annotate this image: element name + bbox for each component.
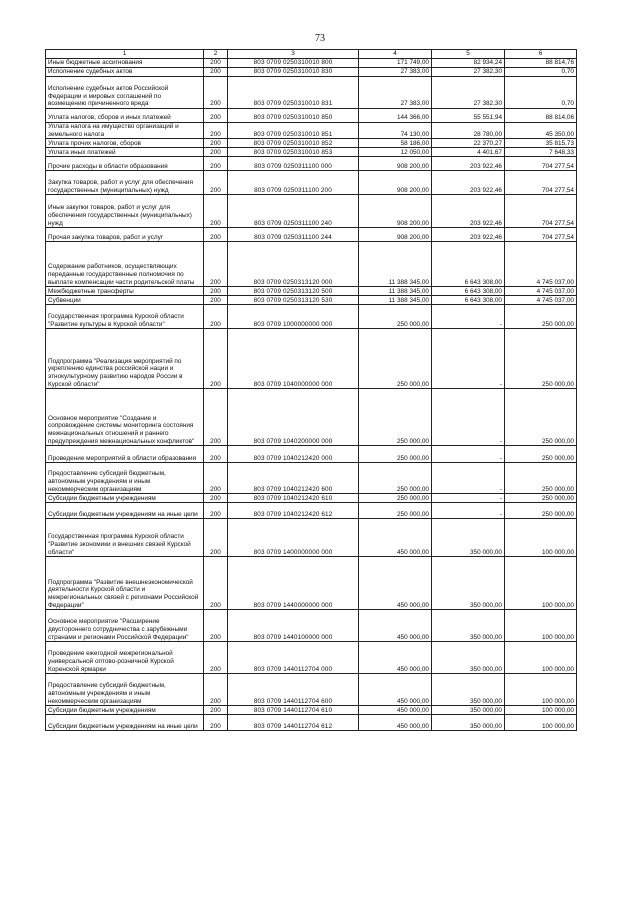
table-row xyxy=(46,148,577,157)
column-header: 4 xyxy=(359,50,432,59)
row-approved: 450 000,00 xyxy=(359,519,432,557)
row-name: Субсидии бюджетным учреждениям на иные цели xyxy=(46,503,204,519)
row-name: Государственная программа Курской области "Развитие экономики и внешних связей Курской области" xyxy=(46,519,204,557)
row-remaining: 7 648,33 xyxy=(505,148,577,157)
row-rz: 200 xyxy=(204,715,228,731)
row-name: Содержание работников, осуществляющих переданные государственные полномочия по выплате компенсации части родительской платы xyxy=(46,242,204,287)
row-remaining: 45 350,00 xyxy=(505,123,577,139)
table-row xyxy=(46,77,577,109)
row-code: 803 0709 1440112704 612 xyxy=(228,715,359,731)
row-rz: 200 xyxy=(204,77,228,109)
row-code: 803 0709 1440112704 610 xyxy=(228,706,359,715)
row-approved: 171 749,00 xyxy=(359,59,432,68)
row-executed: 350 000,00 xyxy=(432,557,505,610)
row-remaining: 100 000,00 xyxy=(505,674,577,706)
row-remaining: 704 277,54 xyxy=(505,171,577,195)
row-code: 803 0709 0250313120 530 xyxy=(228,296,359,305)
row-executed: - xyxy=(432,305,505,329)
row-rz: 200 xyxy=(204,503,228,519)
column-header: 1 xyxy=(46,50,204,59)
row-code: 803 0709 0250313120 000 xyxy=(228,242,359,287)
row-approved: 450 000,00 xyxy=(359,715,432,731)
row-executed: 6 643 308,00 xyxy=(432,287,505,296)
row-remaining: 4 745 037,00 xyxy=(505,287,577,296)
row-rz: 200 xyxy=(204,157,228,171)
row-remaining: 250 000,00 xyxy=(505,494,577,503)
row-rz: 200 xyxy=(204,463,228,494)
row-remaining: 100 000,00 xyxy=(505,706,577,715)
row-remaining: 88 814,06 xyxy=(505,109,577,123)
row-remaining: 250 000,00 xyxy=(505,305,577,329)
row-approved: 250 000,00 xyxy=(359,494,432,503)
row-name: Проведение ежегодной межрегиональной универсальной оптово-розничной Курской Коренской ярмарки xyxy=(46,642,204,674)
row-remaining: 250 000,00 xyxy=(505,329,577,389)
row-executed: - xyxy=(432,494,505,503)
row-code: 803 0709 0250310010 851 xyxy=(228,123,359,139)
row-rz: 200 xyxy=(204,305,228,329)
row-remaining: 100 000,00 xyxy=(505,519,577,557)
row-code: 803 0709 1040212420 600 xyxy=(228,463,359,494)
row-name: Прочая закупка товаров, работ и услуг xyxy=(46,228,204,242)
row-rz: 200 xyxy=(204,228,228,242)
table-row xyxy=(46,642,577,674)
table-row xyxy=(46,503,577,519)
table-row xyxy=(46,242,577,287)
row-approved: 450 000,00 xyxy=(359,674,432,706)
row-approved: 450 000,00 xyxy=(359,610,432,642)
row-approved: 908 200,00 xyxy=(359,228,432,242)
column-header: 5 xyxy=(432,50,505,59)
table-row xyxy=(46,228,577,242)
row-executed: 6 643 308,00 xyxy=(432,242,505,287)
row-executed: - xyxy=(432,446,505,463)
row-approved: 450 000,00 xyxy=(359,706,432,715)
row-executed: 203 922,46 xyxy=(432,157,505,171)
row-code: 803 0709 0250311100 244 xyxy=(228,228,359,242)
table-row xyxy=(46,674,577,706)
row-remaining: 4 745 037,00 xyxy=(505,242,577,287)
row-name: Подпрограмма "Развитие внешнеэкономической деятельности Курской области и межрегиональных связей с регионами Российской Федерации" xyxy=(46,557,204,610)
column-header: 2 xyxy=(204,50,228,59)
row-remaining: 4 745 037,00 xyxy=(505,296,577,305)
row-remaining: 250 000,00 xyxy=(505,463,577,494)
row-approved: 908 200,00 xyxy=(359,157,432,171)
row-code: 803 0709 1040000000 000 xyxy=(228,329,359,389)
row-rz: 200 xyxy=(204,148,228,157)
row-executed: 22 370,27 xyxy=(432,139,505,148)
row-executed: 350 000,00 xyxy=(432,715,505,731)
row-rz: 200 xyxy=(204,329,228,389)
row-rz: 200 xyxy=(204,195,228,228)
row-rz: 200 xyxy=(204,642,228,674)
row-approved: 12 050,00 xyxy=(359,148,432,157)
row-name: Межбюджетные трансферты xyxy=(46,287,204,296)
row-rz: 200 xyxy=(204,296,228,305)
row-rz: 200 xyxy=(204,519,228,557)
row-rz: 200 xyxy=(204,68,228,77)
row-approved: 250 000,00 xyxy=(359,305,432,329)
row-executed: 4 401,67 xyxy=(432,148,505,157)
table-row xyxy=(46,68,577,77)
row-name: Субсидии бюджетным учреждениям xyxy=(46,706,204,715)
row-code: 803 0709 1440000000 000 xyxy=(228,557,359,610)
row-executed: 350 000,00 xyxy=(432,706,505,715)
row-rz: 200 xyxy=(204,389,228,446)
row-executed: 27 382,30 xyxy=(432,68,505,77)
row-approved: 74 130,00 xyxy=(359,123,432,139)
row-rz: 200 xyxy=(204,610,228,642)
row-approved: 250 000,00 xyxy=(359,389,432,446)
row-code: 803 0709 1040212420 000 xyxy=(228,446,359,463)
table-row xyxy=(46,59,577,68)
row-executed: - xyxy=(432,503,505,519)
row-executed: 350 000,00 xyxy=(432,674,505,706)
table-row xyxy=(46,123,577,139)
table-row xyxy=(46,195,577,228)
row-name: Субвенции xyxy=(46,296,204,305)
row-name: Предоставление субсидий бюджетным, автономным учреждениям и иным некоммерческим организациям xyxy=(46,674,204,706)
row-remaining: 100 000,00 xyxy=(505,557,577,610)
row-approved: 450 000,00 xyxy=(359,557,432,610)
row-code: 803 0709 1400000000 000 xyxy=(228,519,359,557)
row-remaining: 0,70 xyxy=(505,68,577,77)
row-name: Исполнение судебных актов Российской Федерации и мировых соглашений по возмещению причиненного вреда xyxy=(46,77,204,109)
row-remaining: 704 277,54 xyxy=(505,228,577,242)
table-row xyxy=(46,139,577,148)
row-name: Уплата иных платежей xyxy=(46,148,204,157)
row-code: 803 0709 1000000000 000 xyxy=(228,305,359,329)
row-rz: 200 xyxy=(204,557,228,610)
row-rz: 200 xyxy=(204,59,228,68)
row-approved: 250 000,00 xyxy=(359,329,432,389)
row-approved: 11 388 345,00 xyxy=(359,296,432,305)
row-executed: 350 000,00 xyxy=(432,610,505,642)
row-rz: 200 xyxy=(204,674,228,706)
row-executed: 82 934,24 xyxy=(432,59,505,68)
row-name: Иные закупки товаров, работ и услуг для обеспечения государственных (муниципальных) нужд xyxy=(46,195,204,228)
row-executed: - xyxy=(432,389,505,446)
row-code: 803 0709 0250310010 850 xyxy=(228,109,359,123)
row-approved: 908 200,00 xyxy=(359,171,432,195)
row-executed: 27 382,30 xyxy=(432,77,505,109)
row-remaining: 250 000,00 xyxy=(505,446,577,463)
table-row xyxy=(46,610,577,642)
table-row xyxy=(46,519,577,557)
row-approved: 250 000,00 xyxy=(359,446,432,463)
row-approved: 11 388 345,00 xyxy=(359,242,432,287)
row-code: 803 0709 1040200000 000 xyxy=(228,389,359,446)
row-executed: 203 922,46 xyxy=(432,228,505,242)
row-name: Уплата налога на имущество организаций и земельного налога xyxy=(46,123,204,139)
row-rz: 200 xyxy=(204,171,228,195)
row-rz: 200 xyxy=(204,706,228,715)
table-row xyxy=(46,171,577,195)
row-code: 803 0709 1440112704 600 xyxy=(228,674,359,706)
table-row xyxy=(46,463,577,494)
row-approved: 250 000,00 xyxy=(359,503,432,519)
row-rz: 200 xyxy=(204,287,228,296)
row-executed: 203 922,46 xyxy=(432,171,505,195)
table-row xyxy=(46,389,577,446)
row-name: Основное мероприятие "Расширение двустороннего сотрудничества с зарубежными странами и регионами Российской Федерации" xyxy=(46,610,204,642)
row-code: 803 0709 0250311100 200 xyxy=(228,171,359,195)
row-executed: 203 922,46 xyxy=(432,195,505,228)
row-code: 803 0709 0250310010 853 xyxy=(228,148,359,157)
row-code: 803 0709 0250311100 240 xyxy=(228,195,359,228)
row-executed: - xyxy=(432,463,505,494)
row-rz: 200 xyxy=(204,109,228,123)
row-remaining: 35 815,73 xyxy=(505,139,577,148)
row-approved: 144 366,00 xyxy=(359,109,432,123)
row-approved: 27 383,00 xyxy=(359,68,432,77)
row-name: Предоставление субсидий бюджетным, автономным учреждениям и иным некоммерческим организациям xyxy=(46,463,204,494)
table-row xyxy=(46,557,577,610)
row-code: 803 0709 0250310010 852 xyxy=(228,139,359,148)
row-approved: 250 000,00 xyxy=(359,463,432,494)
row-name: Субсидии бюджетным учреждениям на иные цели xyxy=(46,715,204,731)
row-executed: 55 551,94 xyxy=(432,109,505,123)
row-code: 803 0709 1040212420 610 xyxy=(228,494,359,503)
row-remaining: 250 000,00 xyxy=(505,389,577,446)
row-code: 803 0709 1440100000 000 xyxy=(228,610,359,642)
table-row xyxy=(46,715,577,731)
row-name: Государственная программа Курской области "Развитие культуры в Курской области" xyxy=(46,305,204,329)
column-header: 3 xyxy=(228,50,359,59)
row-rz: 200 xyxy=(204,446,228,463)
row-remaining: 0,70 xyxy=(505,77,577,109)
row-rz: 200 xyxy=(204,123,228,139)
row-rz: 200 xyxy=(204,494,228,503)
row-remaining: 250 000,00 xyxy=(505,503,577,519)
row-executed: 6 643 308,00 xyxy=(432,296,505,305)
row-name: Закупка товаров, работ и услуг для обеспечения государственных (муниципальных) нужд xyxy=(46,171,204,195)
row-name: Исполнение судебных актов xyxy=(46,68,204,77)
row-executed: 350 000,00 xyxy=(432,519,505,557)
row-approved: 27 383,00 xyxy=(359,77,432,109)
row-name: Проведение мероприятий в области образования xyxy=(46,446,204,463)
row-executed: 28 780,00 xyxy=(432,123,505,139)
row-code: 803 0709 0250311100 000 xyxy=(228,157,359,171)
row-name: Уплата налогов, сборов и иных платежей xyxy=(46,109,204,123)
table-row xyxy=(46,157,577,171)
row-name: Субсидии бюджетным учреждениям xyxy=(46,494,204,503)
table-row xyxy=(46,287,577,296)
row-remaining: 88 814,76 xyxy=(505,59,577,68)
row-approved: 58 186,00 xyxy=(359,139,432,148)
row-remaining: 704 277,54 xyxy=(505,195,577,228)
table-row xyxy=(46,296,577,305)
budget-table xyxy=(45,49,577,731)
row-rz: 200 xyxy=(204,139,228,148)
row-name: Прочие расходы в области образования xyxy=(46,157,204,171)
table-row xyxy=(46,446,577,463)
row-approved: 450 000,00 xyxy=(359,642,432,674)
row-remaining: 100 000,00 xyxy=(505,642,577,674)
row-code: 803 0709 0250310010 830 xyxy=(228,68,359,77)
page-number: 73 xyxy=(315,33,325,44)
table-row xyxy=(46,305,577,329)
row-name: Иные бюджетные ассигнования xyxy=(46,59,204,68)
row-code: 803 0709 1440112704 000 xyxy=(228,642,359,674)
row-remaining: 704 277,54 xyxy=(505,157,577,171)
row-remaining: 100 000,00 xyxy=(505,715,577,731)
row-remaining: 100 000,00 xyxy=(505,610,577,642)
row-approved: 11 388 345,00 xyxy=(359,287,432,296)
row-code: 803 0709 1040212420 612 xyxy=(228,503,359,519)
table-row xyxy=(46,494,577,503)
table-row xyxy=(46,109,577,123)
row-name: Уплата прочих налогов, сборов xyxy=(46,139,204,148)
row-code: 803 0709 0250313120 500 xyxy=(228,287,359,296)
table-row xyxy=(46,329,577,389)
row-approved: 908 200,00 xyxy=(359,195,432,228)
row-rz: 200 xyxy=(204,242,228,287)
row-executed: 350 000,00 xyxy=(432,642,505,674)
column-number-row xyxy=(46,50,577,59)
row-name: Основное мероприятие "Создание и сопровождение системы мониторинга состояния межнациональных отношений и раннего предупреждения межнациональных конфликтов" xyxy=(46,389,204,446)
row-name: Подпрограмма "Реализация мероприятий по укреплению единства российской нации и этнокультурному развитию народов России в Курской области" xyxy=(46,329,204,389)
table-row xyxy=(46,706,577,715)
row-code: 803 0709 0250310010 831 xyxy=(228,77,359,109)
row-code: 803 0709 0250310010 800 xyxy=(228,59,359,68)
row-executed: - xyxy=(432,329,505,389)
column-header: 6 xyxy=(505,50,577,59)
